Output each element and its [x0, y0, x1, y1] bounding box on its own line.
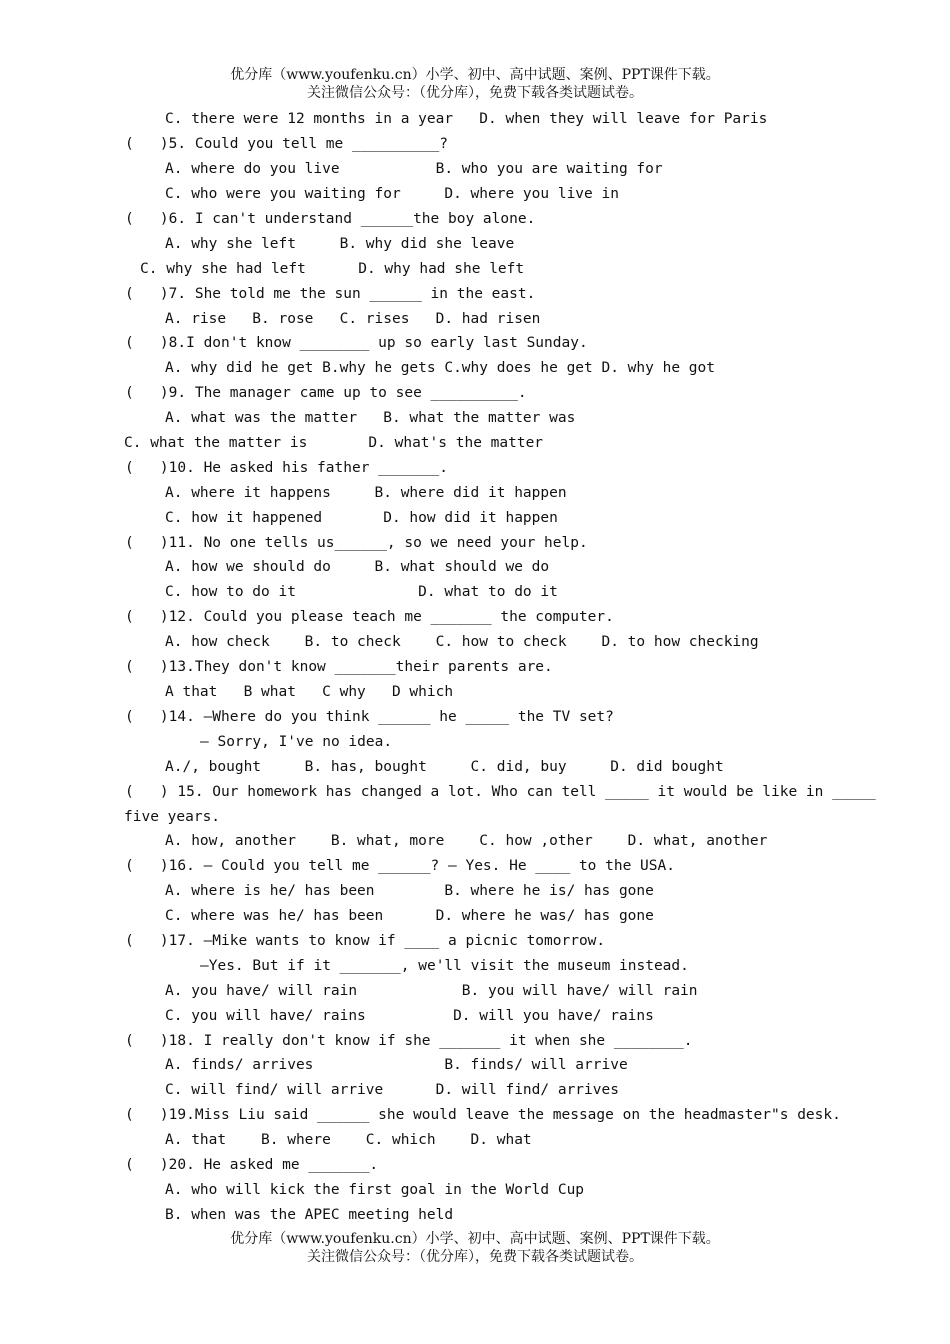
page-footer-line-1: 优分库（www.youfenku.cn）小学、初中、高中试题、案例、PPT课件下载。: [230, 1231, 720, 1247]
question-dialogue-line: —Yes. But if it _______, we'll visit the museum instead.: [200, 958, 689, 974]
question-option-line: C. there were 12 months in a year D. when they will leave for Paris: [165, 111, 768, 127]
question-line: ( )13.They don't know _______their parents are.: [125, 659, 553, 675]
question-line: ( ) 15. Our homework has changed a lot. Who can tell _____ it would be like in _____: [125, 784, 876, 800]
question-line: ( )12. Could you please teach me _______ the computer.: [125, 609, 614, 625]
question-line: ( )10. He asked his father _______.: [125, 460, 449, 476]
question-line-continued: five years.: [124, 809, 221, 825]
question-option-line: C. will find/ will arrive D. will find/ arrives: [165, 1082, 619, 1098]
question-option-line: A. that B. where C. which D. what: [165, 1132, 532, 1148]
question-option-line: A. how we should do B. what should we do: [165, 559, 550, 575]
question-option-line: C. you will have/ rains D. will you have/ rains: [165, 1008, 654, 1024]
question-line: ( )19.Miss Liu said ______ she would leave the message on the headmaster"s desk.: [125, 1107, 841, 1123]
question-option-line: A. rise B. rose C. rises D. had risen: [165, 311, 541, 327]
question-line: ( )7. She told me the sun ______ in the east.: [125, 286, 536, 302]
question-option-line: C. what the matter is D. what's the matter: [124, 435, 544, 451]
question-option-line: A. how, another B. what, more C. how ,other D. what, another: [165, 833, 768, 849]
question-line: ( )16. — Could you tell me ______? — Yes. He ____ to the USA.: [125, 858, 675, 874]
question-option-line: C. how to do it D. what to do it: [165, 584, 558, 600]
page-footer-line-2: 关注微信公众号：（优分库），免费下载各类试题试卷。: [307, 1249, 643, 1265]
question-line: ( )9. The manager came up to see __________.: [125, 385, 527, 401]
page-header-line-1: 优分库（www.youfenku.cn）小学、初中、高中试题、案例、PPT课件下载。: [230, 67, 720, 83]
question-option-line: A. you have/ will rain B. you will have/ will rain: [165, 983, 698, 999]
question-option-line: A. where is he/ has been B. where he is/ has gone: [165, 883, 654, 899]
question-option-line: C. who were you waiting for D. where you live in: [165, 186, 619, 202]
question-option-line: A. how check B. to check C. how to check D. to how checking: [165, 634, 759, 650]
question-line: ( )14. —Where do you think ______ he _____ the TV set?: [125, 709, 614, 725]
question-option-line: A that B what C why D which: [165, 684, 454, 700]
question-option-line: A. why she left B. why did she leave: [165, 236, 515, 252]
question-line: ( )18. I really don't know if she _______ it when she ________.: [125, 1033, 693, 1049]
question-line: ( )20. He asked me _______.: [125, 1157, 379, 1173]
question-option-line: C. how it happened D. how did it happen: [165, 510, 558, 526]
page-header-line-2: 关注微信公众号：（优分库），免费下载各类试题试卷。: [307, 85, 643, 101]
question-option-line: A. where it happens B. where did it happen: [165, 485, 567, 501]
question-line: ( )11. No one tells us______, so we need your help.: [125, 535, 588, 551]
question-option-line: A. where do you live B. who you are waiting for: [165, 161, 663, 177]
question-line: ( )8.I don't know ________ up so early last Sunday.: [125, 335, 588, 351]
question-option-line: A. why did he get B.why he gets C.why does he get D. why he got: [165, 360, 715, 376]
question-option-line: A. finds/ arrives B. finds/ will arrive: [165, 1057, 628, 1073]
question-option-line: A. who will kick the first goal in the World Cup: [165, 1182, 585, 1198]
question-line: ( )5. Could you tell me __________?: [125, 136, 449, 152]
question-option-line: B. when was the APEC meeting held: [165, 1207, 454, 1223]
question-option-line: A. what was the matter B. what the matter was: [165, 410, 576, 426]
question-option-line: A./, bought B. has, bought C. did, buy D. did bought: [165, 759, 724, 775]
question-line: ( )6. I can't understand ______the boy alone.: [125, 211, 536, 227]
question-dialogue-line: — Sorry, I've no idea.: [200, 734, 393, 750]
question-line: ( )17. —Mike wants to know if ____ a picnic tomorrow.: [125, 933, 606, 949]
question-option-line: C. why she had left D. why had she left: [140, 261, 525, 277]
question-option-line: C. where was he/ has been D. where he was/ has gone: [165, 908, 654, 924]
